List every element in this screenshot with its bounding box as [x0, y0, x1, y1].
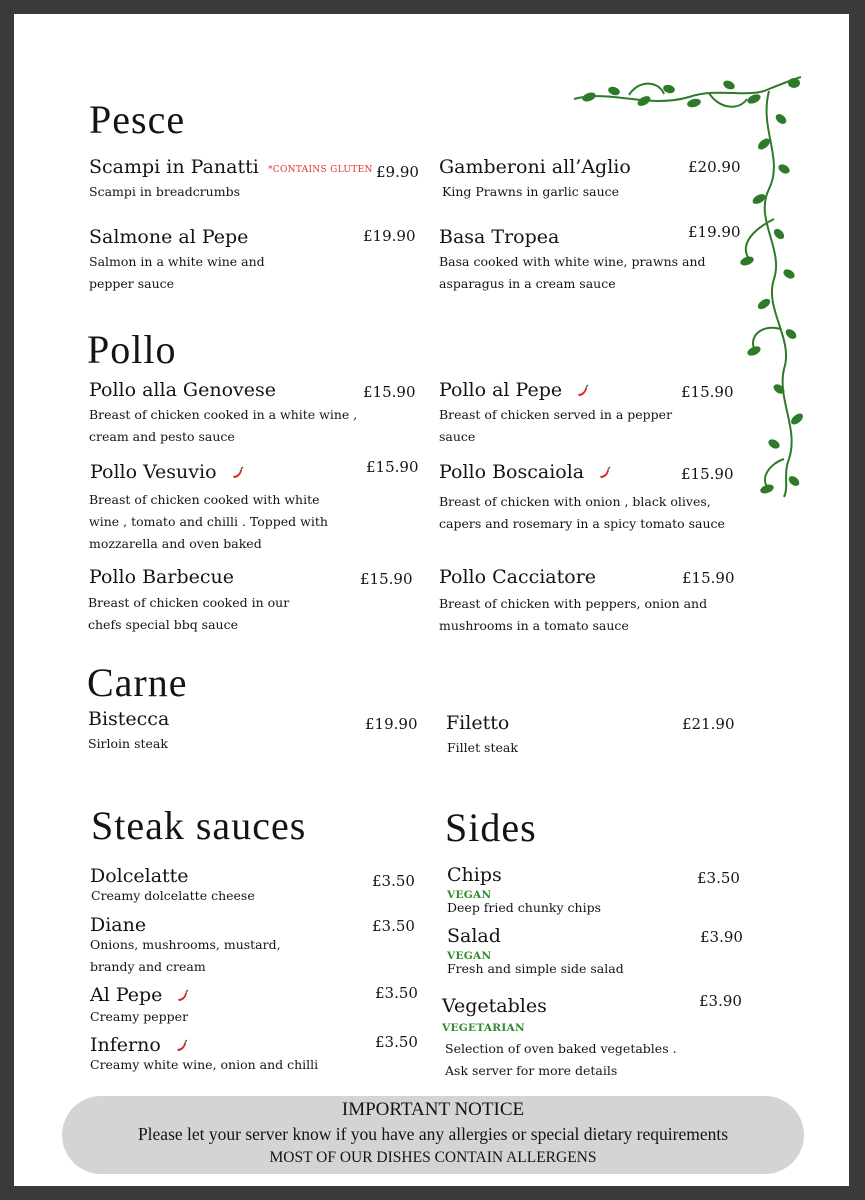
section-heading-steak-sauces: Steak sauces: [91, 803, 307, 848]
chili-pepper-icon: [231, 466, 245, 480]
chili-pepper-icon: [176, 989, 190, 1003]
basa-price: £19.90: [688, 223, 741, 241]
filetto-desc: Fillet steak: [447, 740, 518, 755]
salad-price: £3.90: [700, 928, 743, 946]
cacciatore-name: Pollo Cacciatore: [439, 566, 597, 588]
chili-pepper-icon: [576, 384, 590, 398]
bistecca-desc: Sirloin steak: [88, 736, 168, 751]
gamberoni-name: Gamberoni all’Aglio: [439, 156, 631, 178]
inferno-desc: Creamy white wine, onion and chilli: [90, 1057, 319, 1072]
chili-pepper-icon: [598, 466, 612, 480]
gluten-note: *CONTAINS GLUTEN: [268, 165, 373, 175]
boscaiola-price: £15.90: [681, 465, 734, 483]
filetto-price: £21.90: [682, 715, 735, 733]
allergy-notice: [62, 1096, 804, 1174]
diane-desc: Onions, mushrooms, mustard, brandy and cream: [90, 937, 281, 974]
notice-line2: MOST OF OUR DISHES CONTAIN ALLERGENS: [269, 1149, 597, 1166]
vegetables-name: Vegetables: [442, 995, 547, 1017]
bistecca-price: £19.90: [365, 715, 418, 733]
salad-desc: Fresh and simple side salad: [447, 961, 624, 976]
pollo-pepe-item: [439, 379, 590, 401]
gamberoni-price: £20.90: [688, 158, 741, 176]
scampi-price: £9.90: [376, 163, 419, 181]
menu-page: [14, 14, 849, 1186]
al-pepe-item: [90, 984, 190, 1006]
vegetarian-tag: VEGETARIAN: [442, 1022, 525, 1034]
vesuvio-price: £15.90: [366, 458, 419, 476]
vegetables-desc: Selection of oven baked vegetables . Ask server for more details: [445, 1041, 677, 1078]
basa-name: Basa Tropea: [439, 226, 560, 248]
chips-price: £3.50: [697, 869, 740, 887]
basa-desc: Basa cooked with white wine, prawns and asparagus in a cream sauce: [439, 254, 706, 291]
al-pepe-price: £3.50: [375, 984, 418, 1002]
genovese-name: Pollo alla Genovese: [89, 379, 277, 401]
chips-desc: Deep fried chunky chips: [447, 900, 601, 915]
section-heading-pollo: Pollo: [87, 327, 177, 372]
vegan-tag: VEGAN: [447, 950, 492, 962]
vegan-tag: VEGAN: [447, 889, 492, 901]
al-pepe-desc: Creamy pepper: [90, 1009, 189, 1024]
boscaiola-desc: Breast of chicken with onion , black olives, capers and rosemary in a spicy tomato sauce: [439, 494, 725, 531]
chips-name: Chips: [447, 864, 502, 886]
vesuvio-desc: Breast of chicken cooked with white wine , tomato and chilli . Topped with mozzarella and oven baked: [89, 492, 328, 551]
pollo-pepe-name: Pollo al Pepe: [439, 379, 563, 401]
boscaiola-name: Pollo Boscaiola: [439, 461, 585, 483]
inferno-item: [90, 1034, 189, 1056]
pollo-pepe-desc: Breast of chicken served in a pepper sauce: [439, 407, 673, 444]
dolcelatte-name: Dolcelatte: [90, 865, 189, 887]
chili-pepper-icon: [175, 1039, 189, 1053]
cacciatore-price: £15.90: [682, 569, 735, 587]
dolcelatte-price: £3.50: [372, 872, 415, 890]
vesuvio-item: [90, 461, 245, 483]
barbecue-price: £15.90: [360, 570, 413, 588]
notice-title: IMPORTANT NOTICE: [341, 1099, 525, 1120]
salmone-desc: Salmon in a white wine and pepper sauce: [89, 254, 265, 291]
genovese-desc: Breast of chicken cooked in a white wine , cream and pesto sauce: [89, 407, 358, 444]
salmone-price: £19.90: [363, 227, 416, 245]
bistecca-name: Bistecca: [88, 708, 170, 730]
section-heading-sides: Sides: [445, 805, 537, 850]
salad-name: Salad: [447, 925, 501, 947]
section-heading-pesce: Pesce: [89, 97, 186, 142]
diane-price: £3.50: [372, 917, 415, 935]
dolcelatte-desc: Creamy dolcelatte cheese: [91, 888, 255, 903]
vegetables-price: £3.90: [699, 992, 742, 1010]
notice-line1: Please let your server know if you have any allergies or special dietary requirements: [137, 1124, 729, 1144]
salmone-name: Salmone al Pepe: [89, 226, 249, 248]
vesuvio-name: Pollo Vesuvio: [90, 461, 217, 483]
filetto-name: Filetto: [446, 712, 510, 734]
gamberoni-desc: King Prawns in garlic sauce: [442, 184, 620, 199]
barbecue-name: Pollo Barbecue: [89, 566, 234, 588]
scampi-name: Scampi in Panatti: [89, 156, 259, 178]
genovese-price: £15.90: [363, 383, 416, 401]
boscaiola-item: [439, 461, 612, 483]
al-pepe-name: Al Pepe: [90, 984, 163, 1006]
section-heading-carne: Carne: [87, 660, 188, 705]
diane-name: Diane: [90, 914, 147, 936]
inferno-price: £3.50: [375, 1033, 418, 1051]
cacciatore-desc: Breast of chicken with peppers, onion and mushrooms in a tomato sauce: [439, 596, 708, 633]
inferno-name: Inferno: [90, 1034, 161, 1056]
scampi-desc: Scampi in breadcrumbs: [89, 184, 240, 199]
barbecue-desc: Breast of chicken cooked in our chefs special bbq sauce: [88, 595, 290, 632]
pollo-pepe-price: £15.90: [681, 383, 734, 401]
